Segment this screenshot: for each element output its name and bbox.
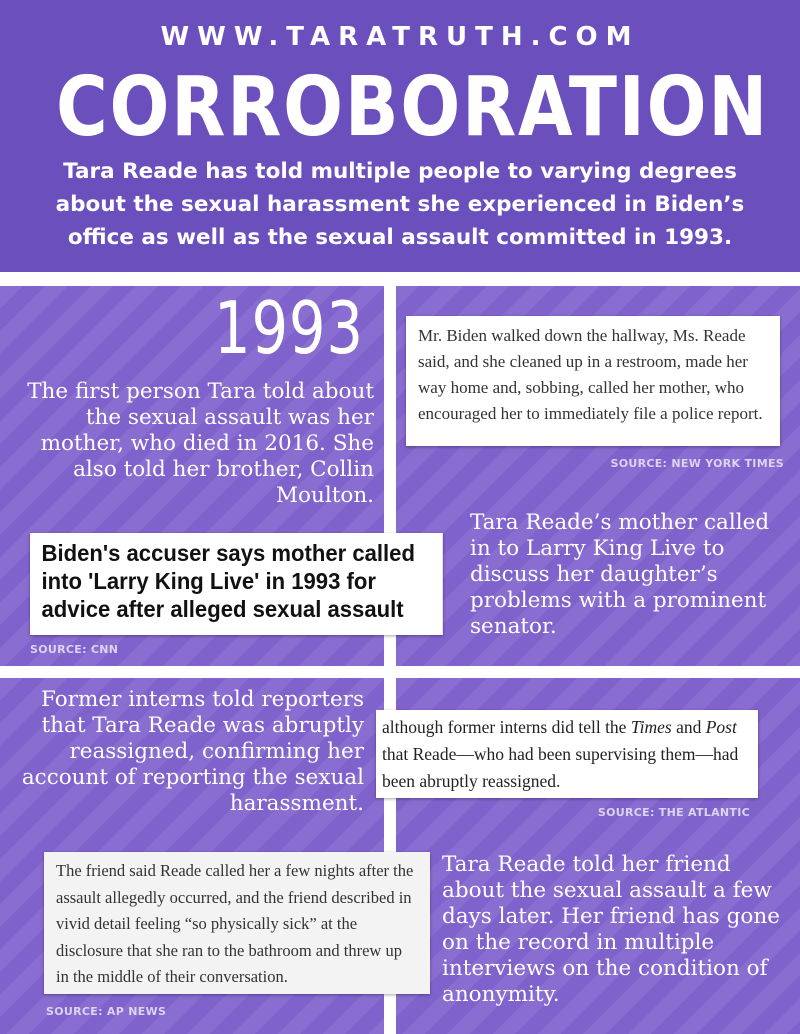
intro-text: Tara Reade has told multiple people to varying degrees about the sexual harassment she experienced in Biden’s office as well as the sexual assault committed in 1993. [55, 159, 745, 250]
ap-source: SOURCE: AP NEWS [46, 1005, 167, 1018]
year-heading: 1993 [214, 286, 364, 370]
larry-king-text: Tara Reade’s mother called in to Larry King Live to discuss her daughter’s problems with a prominent senator. [470, 510, 770, 639]
page-title: CORROBORATION [56, 60, 770, 155]
atlantic-quote-part2: and [671, 717, 706, 737]
ap-quote: The friend said Reade called her a few nights after the assault allegedly occurred, and the friend described in vivid detail feeling “so physically sick” at the disclosure that she ran to the bathroom and threw up in the middle of their conversation. [44, 852, 430, 994]
cnn-headline: Biden's accuser says mother called into 'Larry King Live' in 1993 for advice after alleged sexual assault [30, 533, 443, 635]
cnn-source: SOURCE: CNN [30, 643, 119, 656]
atlantic-quote-post: Post [705, 717, 737, 737]
nyt-source: SOURCE: NEW YORK TIMES [610, 457, 784, 470]
nyt-quote: Mr. Biden walked down the hallway, Ms. Reade said, and she cleaned up in a restroom, made her way home and, sobbing, called her mother, who encouraged her to immediately file a police report. [406, 316, 780, 446]
friend-text: Tara Reade told her friend about the sexual assault a few days later. Her friend has gone on the record in multiple interviews on the condition of anonymity. [442, 852, 780, 1007]
interns-text: Former interns told reporters that Tara Reade was abruptly reassigned, confirming her account of reporting the sexual harassment. [21, 687, 364, 816]
mother-text: The first person Tara told about the sexual assault was her mother, who died in 2016. She also told her brother, Collin Moulton. [27, 379, 374, 508]
atlantic-quote-part3: that Reade—who had been supervising them—had been abruptly reassigned. [382, 744, 739, 791]
atlantic-source: SOURCE: THE ATLANTIC [597, 806, 750, 819]
header-banner [0, 0, 800, 272]
atlantic-quote [376, 710, 758, 798]
atlantic-quote-times: Times [630, 717, 672, 737]
atlantic-quote-part1: although former interns did tell the [382, 717, 631, 737]
site-url: WWW.TARATRUTH.COM [160, 22, 640, 52]
